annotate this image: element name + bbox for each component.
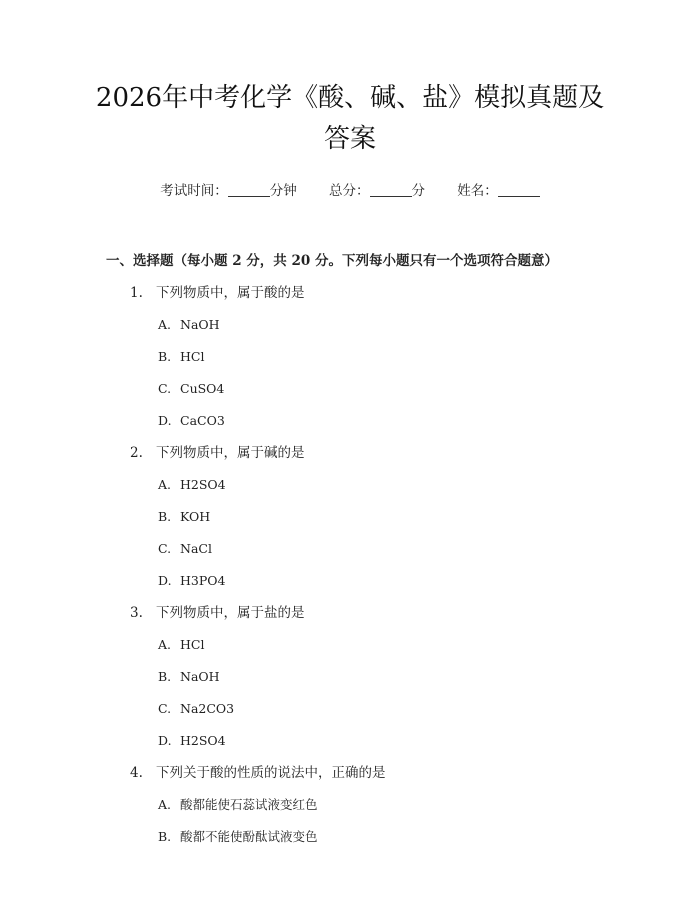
option-b[interactable] <box>60 346 640 368</box>
question-text: 下列关于酸的性质的说法中，正确的是 <box>156 765 386 781</box>
option-c[interactable] <box>60 378 640 400</box>
title-line-1: 2026年中考化学《酸、碱、盐》模拟真题及 <box>95 83 605 113</box>
question-number: 4. <box>130 765 143 781</box>
option-letter: B. <box>158 509 172 524</box>
option-text: H2SO4 <box>180 477 226 492</box>
option-text: 酸都能使石蕊试液变红色 <box>180 797 318 812</box>
exam-time-field <box>160 180 297 202</box>
student-name-blank[interactable] <box>498 182 540 197</box>
option-list <box>60 794 640 848</box>
option-letter: D. <box>158 573 172 588</box>
title-line-2: 答案 <box>323 124 376 154</box>
total-score-label: 总分： <box>329 183 370 199</box>
option-list <box>60 634 640 752</box>
option-text: CuSO4 <box>180 381 225 396</box>
option-c[interactable] <box>60 538 640 560</box>
total-score-unit: 分 <box>411 183 425 199</box>
option-d[interactable] <box>60 570 640 592</box>
option-text: NaOH <box>180 317 220 332</box>
option-text: 酸都不能使酚酞试液变色 <box>180 829 318 844</box>
option-text: NaOH <box>180 669 220 684</box>
question-stem <box>60 602 640 624</box>
option-letter: C. <box>158 381 172 396</box>
question-number: 2. <box>130 445 143 461</box>
option-letter: D. <box>158 413 172 428</box>
option-b[interactable] <box>60 506 640 528</box>
option-a[interactable] <box>60 634 640 656</box>
option-letter: B. <box>158 349 172 364</box>
option-d[interactable] <box>60 730 640 752</box>
question-stem <box>60 282 640 304</box>
option-letter: C. <box>158 701 172 716</box>
option-a[interactable] <box>60 474 640 496</box>
question-4 <box>60 762 640 848</box>
question-list <box>60 282 640 848</box>
option-letter: B. <box>158 669 172 684</box>
total-score-field <box>329 180 425 202</box>
option-letter: A. <box>158 317 172 332</box>
document-title <box>60 0 640 160</box>
question-3 <box>60 602 640 752</box>
option-text: H2SO4 <box>180 733 226 748</box>
option-a[interactable] <box>60 314 640 336</box>
exam-info <box>60 180 640 202</box>
question-text: 下列物质中，属于碱的是 <box>156 445 305 461</box>
question-stem <box>60 442 640 464</box>
option-text: CaCO3 <box>180 413 225 428</box>
option-letter: A. <box>158 637 172 652</box>
option-list <box>60 474 640 592</box>
question-2 <box>60 442 640 592</box>
question-number: 3. <box>130 605 143 621</box>
option-d[interactable] <box>60 410 640 432</box>
option-text: NaCl <box>180 541 212 556</box>
option-b[interactable] <box>60 666 640 688</box>
option-text: HCl <box>180 637 205 652</box>
question-text: 下列物质中，属于酸的是 <box>156 285 305 301</box>
option-b[interactable] <box>60 826 640 848</box>
exam-time-label: 考试时间： <box>160 183 228 199</box>
exam-time-blank[interactable] <box>228 182 270 197</box>
option-c[interactable] <box>60 698 640 720</box>
question-stem <box>60 762 640 784</box>
question-text: 下列物质中，属于盐的是 <box>156 605 305 621</box>
option-letter: B. <box>158 829 172 844</box>
question-number: 1. <box>130 285 143 301</box>
section-heading: 一、选择题（每小题 2 分，共 20 分。下列每小题只有一个选项符合题意） <box>106 253 558 269</box>
option-a[interactable] <box>60 794 640 816</box>
option-letter: C. <box>158 541 172 556</box>
option-list <box>60 314 640 432</box>
student-name-field <box>457 180 540 202</box>
option-text: KOH <box>180 509 211 524</box>
exam-time-unit: 分钟 <box>269 183 297 199</box>
option-letter: A. <box>158 797 172 812</box>
student-name-label: 姓名： <box>457 183 498 199</box>
option-text: H3PO4 <box>180 573 226 588</box>
option-letter: D. <box>158 733 172 748</box>
question-1 <box>60 282 640 432</box>
option-text: HCl <box>180 349 205 364</box>
total-score-blank[interactable] <box>370 182 412 197</box>
option-letter: A. <box>158 477 172 492</box>
option-text: Na2CO3 <box>180 701 235 716</box>
